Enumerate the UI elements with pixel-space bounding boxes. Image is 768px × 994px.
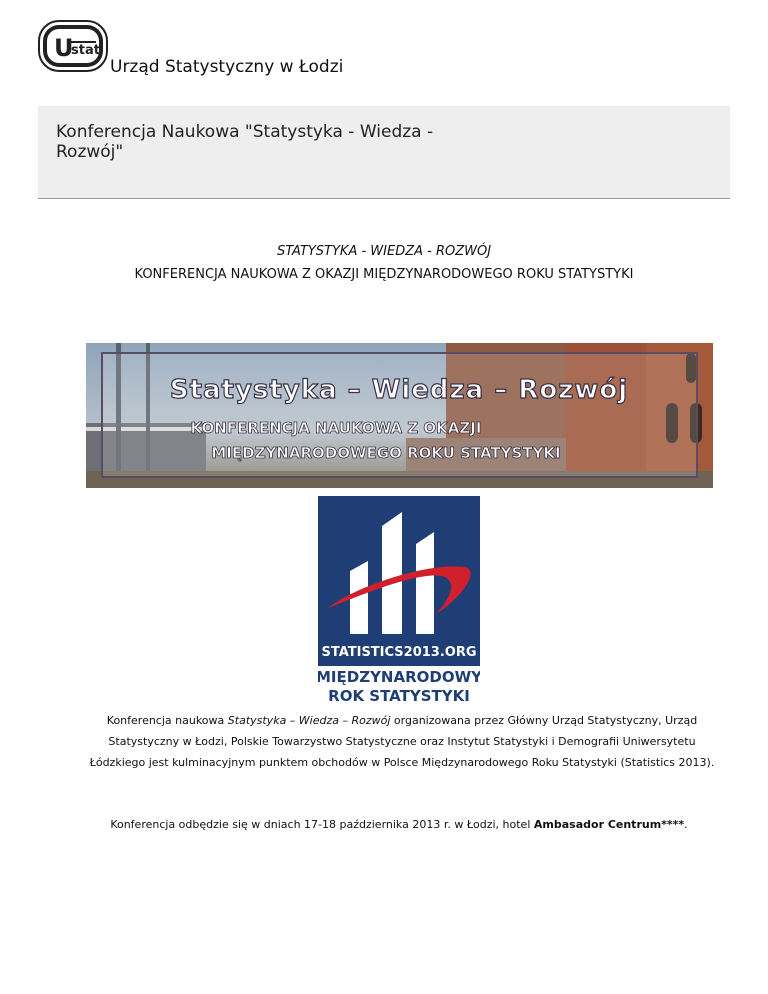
venue-text-end: . (684, 818, 688, 831)
title-box (38, 106, 730, 199)
intro-paragraph (88, 710, 716, 773)
conference-banner (86, 343, 713, 488)
iys-line-1: MIĘDZYNARODOWY (318, 668, 480, 686)
venue-paragraph (0, 815, 768, 835)
svg-text:stat: stat (71, 43, 100, 58)
international-year-of-statistics-logo (318, 496, 480, 706)
intro-text-italic: Statystyka – Wiedza – Rozwój (227, 714, 391, 727)
ustat-logo (38, 20, 108, 72)
subheading (0, 240, 768, 286)
banner-title: Statystyka – Wiedza – Rozwój (169, 375, 629, 405)
org-name: Urząd Statystyczny w Łodzi (110, 57, 344, 77)
iys-line-2: ROK STATYSTYKI (328, 687, 470, 705)
venue-hotel-name: Ambasador Centrum**** (533, 818, 685, 831)
banner-line-1: Konferencja naukowa z okazji (190, 419, 482, 437)
intro-text-rest: organizowana przez Główny Urząd Statystyczny, Urząd Statystyczny w Łodzi, Polskie Towarzystwo Statystyczne oraz Instytut Statystyki i Demografii Uniwersytetu Łódzkiego jest kulminacyjnym punktem obchodów w Polsce Międzynarodowego Roku Statystyki (Statistics 2013). (89, 714, 715, 769)
svg-text:U: U (54, 34, 74, 62)
page-title: Konferencja Naukowa "Statystyka - Wiedza - Rozwój" (56, 122, 434, 162)
intro-text-start: Konferencja naukowa (106, 714, 228, 727)
venue-text-start: Konferencja odbędzie się w dniach 17-18 października 2013 r. w Łodzi, hotel (110, 818, 534, 831)
iys-url: STATISTICS2013.ORG (321, 645, 477, 660)
subheading-line-1: STATYSTYKA - WIEDZA - ROZWÓJ (276, 244, 492, 259)
subheading-line-2: KONFERENCJA NAUKOWA Z OKAZJI MIĘDZYNARODOWEGO ROKU STATYSTYKI (134, 267, 634, 282)
banner-line-2: Międzynarodowego Roku Statystyki (211, 444, 561, 462)
